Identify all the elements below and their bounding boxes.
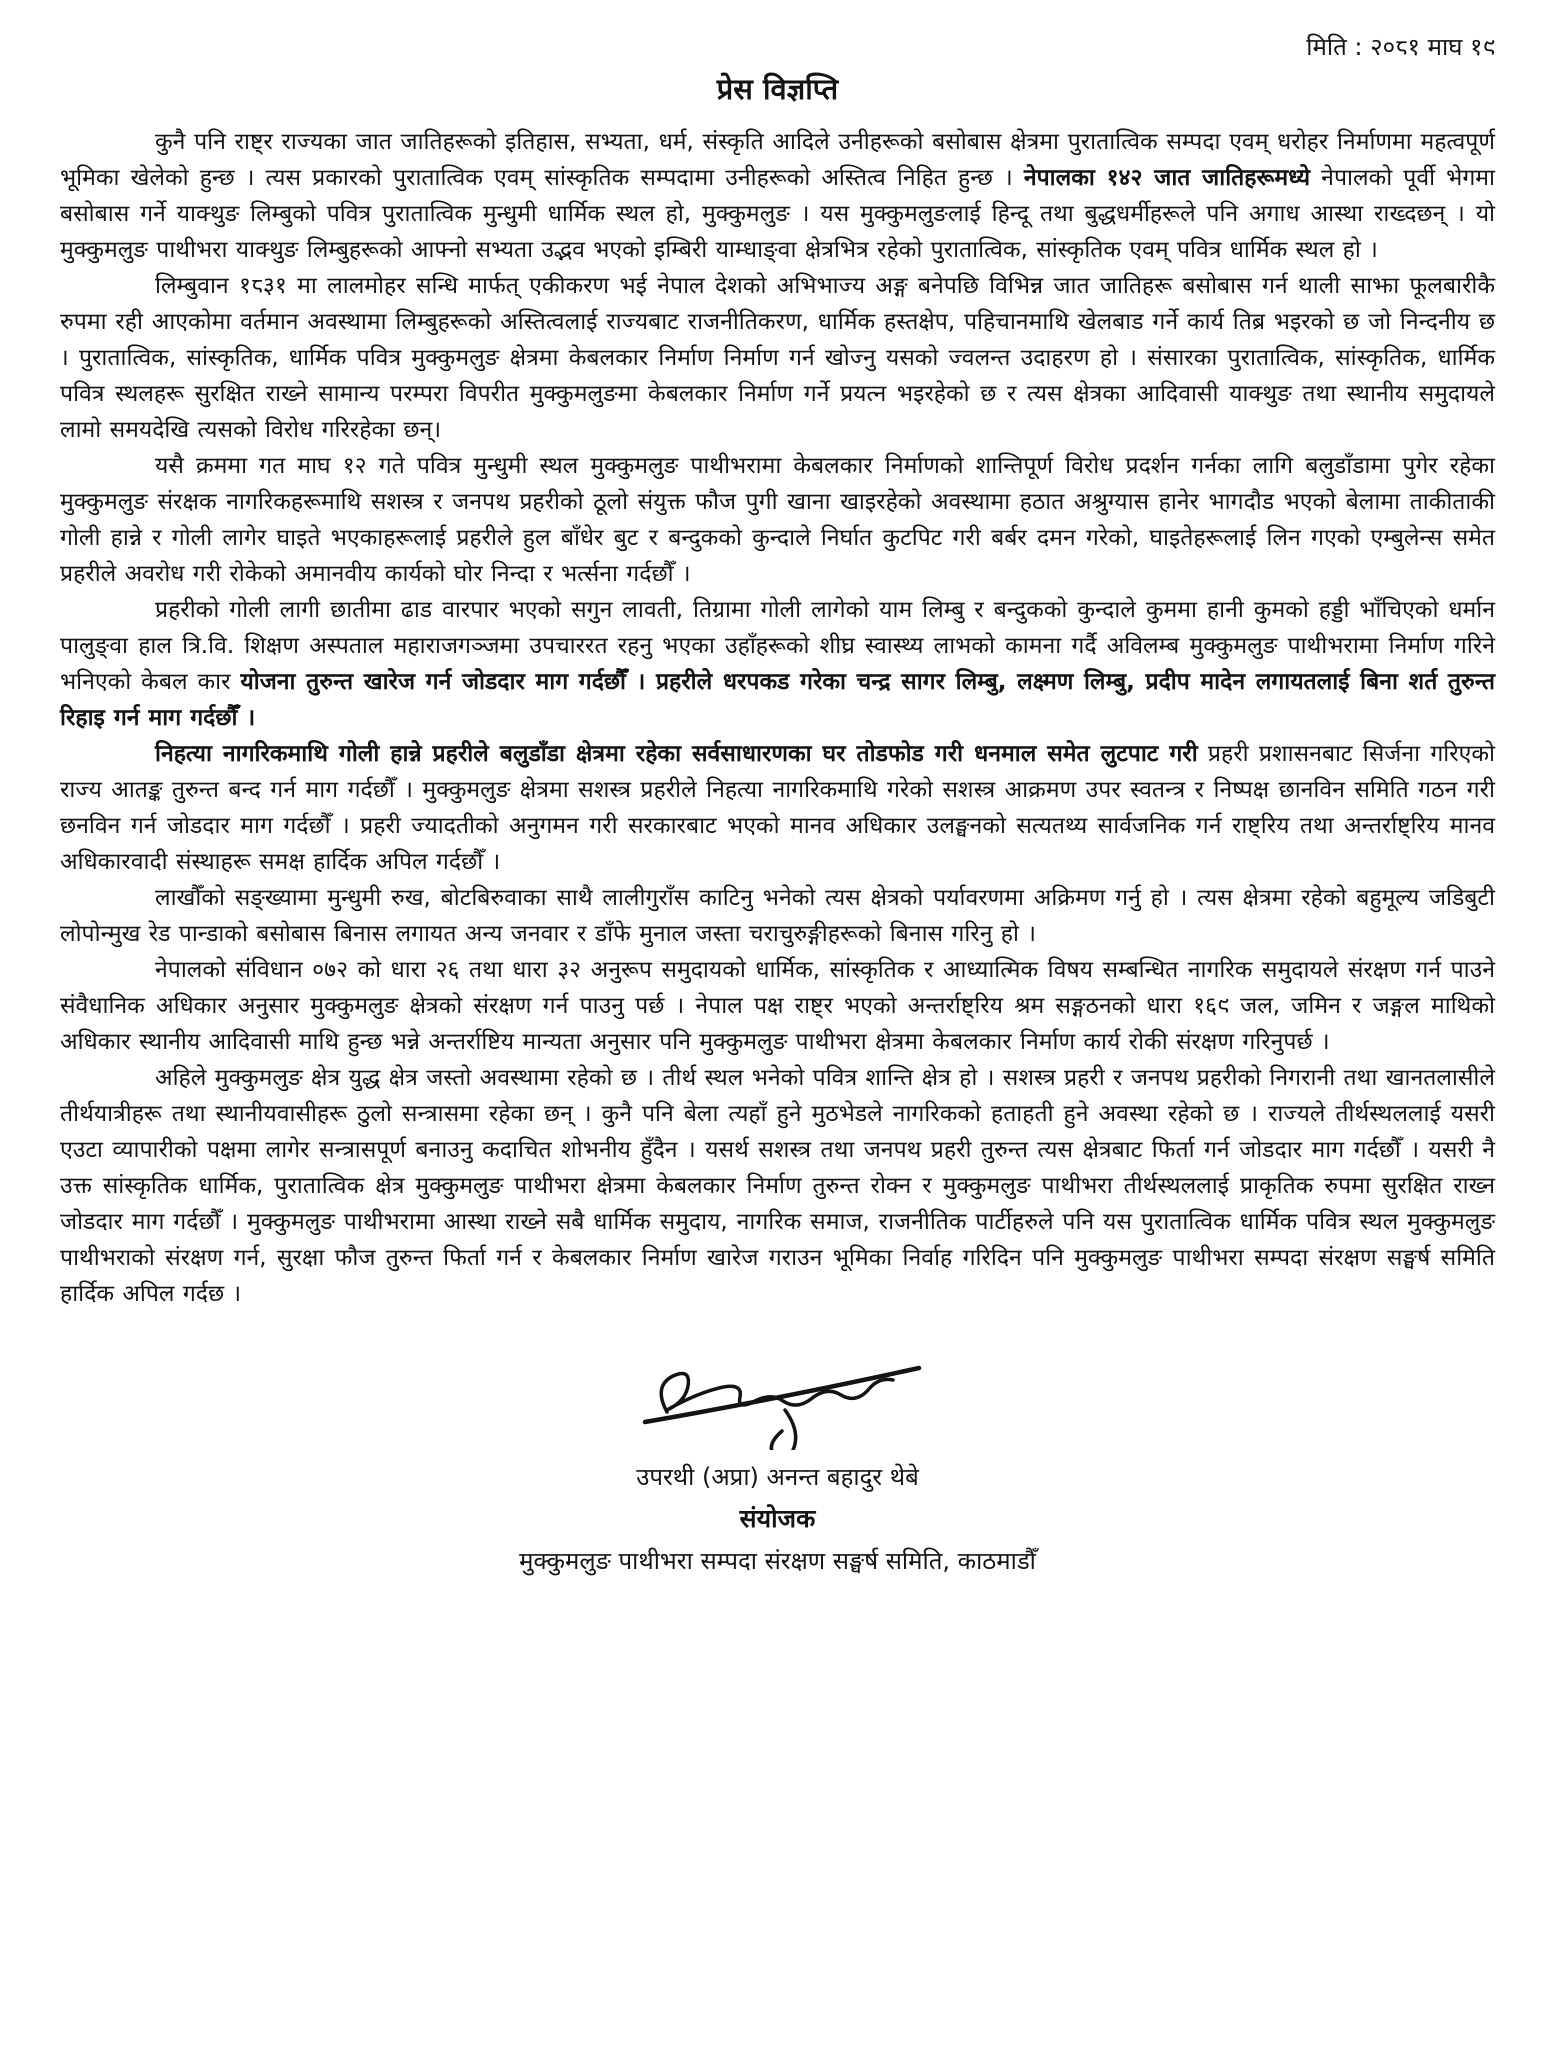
paragraph-segment: लिम्बुवान १८३१ मा लालमोहर सन्धि मार्फत् एकीकरण भई नेपाल देशको अभिभाज्य अङ्ग बनेपछि विभिन्न जात जातिहरू बसोबास गर्न थाली साझा फूलबारीकै रुपमा रही आएकोमा वर्तमान अवस्थामा लिम्बुहरूको अस्तित्वलाई राज्यबाट राजनीतिकरण, धार्मिक हस्तक्षेप, पहिचानमाथि खेलबाड गर्ने कार्य तिब्र भइरको छ जो निन्दनीय छ । पुरातात्विक, सांस्कृतिक, धार्मिक पवित्र मुक्कुमलुङ क्षेत्रमा केबलकार निर्माण निर्माण गर्न खोज्नु यसको ज्वलन्त उदाहरण हो । संसारका पुरातात्विक, सांस्कृतिक, धार्मिक पवित्र स्थलहरू सुरक्षित राख्ने सामान्य परम्परा विपरीत मुक्कुमलुङमा केबलकार निर्माण गर्ने प्रयत्न भइरहेको छ र त्यस क्षेत्रका आदिवासी याक्थुङ तथा स्थानीय समुदायले लामो समयदेखि त्यसको विरोध गरिरहेका छन्। [60, 273, 1495, 443]
paragraph [60, 124, 1495, 268]
paragraph [60, 880, 1495, 952]
signatory-name: उपरथी (अप्रा) अनन्त बहादुर थेबे [636, 1463, 919, 1491]
date-line: मिति : २०८१ माघ १९ [1306, 33, 1495, 61]
paragraph-segment: यसै क्रममा गत माघ १२ गते पवित्र मुन्धुमी स्थल मुक्कुमलुङ पाथीभरामा केबलकार निर्माणको शान्तिपूर्ण विरोध प्रदर्शन गर्नका लागि बलुडाँडामा पुगेर रहेका मुक्कुमलुङ संरक्षक नागरिकहरूमाथि सशस्त्र र जनपथ प्रहरीको ठूलो संयुक्त फौज पुगी खाना खाइरहेको अवस्थामा हठात अश्रुग्यास हानेर भागदौड भएको बेलामा ताकीताकी गोली हान्ने र गोली लागेर घाइते भएकाहरूलाई प्रहरीले हुल बाँधेर बुट र बन्दुकको कुन्दाले निर्घात कुटपिट गरी बर्बर दमन गरेको, घाइतेहरूलाई लिन गएको एम्बुलेन्स समेत प्रहरीले अवरोध गरी रोकेको अमानवीय कार्यको घोर निन्दा र भर्त्सना गर्दछौँ । [60, 453, 1495, 587]
page-title: प्रेस विज्ञप्ति [716, 72, 839, 106]
paragraph-bold-segment: नेपालका १४२ जात जातिहरूमध्ये [1023, 165, 1311, 191]
paragraph-bold-segment: योजना तुरुन्त खारेज गर्न जोडदार माग गर्दछौँ । प्रहरीले धरपकड गरेका चन्द्र सागर लिम्बु, लक्ष्मण लिम्बु, प्रदीप मादेन लगायतलाई बिना शर्त तुरुन्त रिहाइ गर्न माग गर्दछौँ । [60, 669, 1495, 731]
signatory-organization: मुक्कुमलुङ पाथीभरा सम्पदा संरक्षण सङ्घर्ष समिति, काठमाडौँ [519, 1547, 1036, 1575]
paragraph-segment: प्रहरी प्रशासनबाट सिर्जना गरिएको राज्य आतङ्क तुरुन्त बन्द गर्न माग गर्दछौँ । मुक्कुमलुङ क्षेत्रमा सशस्त्र प्रहरीले निहत्या नागरिकमाथि गरेको सशस्त्र आक्रमण उपर स्वतन्त्र र निष्पक्ष छानविन समिति गठन गरी छनविन गर्न जोडदार माग गर्दछौँ । प्रहरी ज्यादतीको अनुगमन गरी सरकारबाट भएको मानव अधिकार उलङ्घनको सत्यतथ्य सार्वजनिक गर्न राष्ट्रिय तथा अन्तर्राष्ट्रिय मानव अधिकारवादी संस्थाहरू समक्ष हार्दिक अपिल गर्दछौँ । [60, 741, 1495, 875]
paragraph-segment: प्रहरीको गोली लागी छातीमा ढाड वारपार भएको सगुन लावती, तिग्रामा गोली लागेको याम लिम्बु र बन्दुकको कुन्दाले कुममा हानी कुमको हड्डी भाँचिएको धर्मान पालुङ्वा हाल त्रि.वि. शिक्षण अस्पताल महाराजगञ्जमा उपचाररत रहनु भएका उहाँहरूको शीघ्र स्वास्थ्य लाभको कामना गर्दै अविलम्ब मुक्कुमलुङ पाथीभरामा निर्माण गरिने भनिएको केबल कार [60, 597, 1495, 695]
paragraph-segment: लाखौँको सङ्ख्यामा मुन्धुमी रुख, बोटबिरुवाका साथै लालीगुराँस काटिनु भनेको त्यस क्षेत्रको पर्यावरणमा अक्रिमण गर्नु हो । त्यस क्षेत्रमा रहेको बहुमूल्य जडिबुटी लोपोन्मुख रेड पान्डाको बसोबास बिनास लगायत अन्य जनवार र डाँफे मुनाल जस्ता चराचुरुङ्गीहरूको बिनास गरिनु हो । [60, 885, 1495, 947]
paragraph-bold-segment: निहत्या नागरिकमाथि गोली हान्ने प्रहरीले बलुडाँडा क्षेत्रमा रहेका सर्वसाधारणका घर तोडफोड गरी धनमाल समेत लुटपाट गरी [155, 741, 1198, 767]
handwritten-signature-icon [633, 1338, 933, 1454]
signatory-role: संयोजक [739, 1504, 816, 1533]
paragraph-segment: नेपालको पूर्वी भेगमा बसोबास गर्ने याक्थुङ लिम्बुको पवित्र पुरातात्विक मुन्धुमी धार्मिक स्थल हो, मुक्कुमलुङ । यस मुक्कुमलुङलाई हिन्दू तथा बुद्धधर्मीहरूले पनि अगाध आस्था राख्दछन् । यो मुक्कुमलुङ पाथीभरा याक्थुङ लिम्बुहरूको आफ्नो सभ्यता उद्भव भएको इम्बिरी याम्धाङ्वा क्षेत्रभित्र रहेको पुरातात्विक, सांस्कृतिक एवम् पवित्र धार्मिक स्थल हो । [60, 165, 1495, 263]
paragraph [60, 592, 1495, 736]
paragraph-segment: अहिले मुक्कुमलुङ क्षेत्र युद्ध क्षेत्र जस्तो अवस्थामा रहेको छ । तीर्थ स्थल भनेको पवित्र शान्ति क्षेत्र हो । सशस्त्र प्रहरी र जनपथ प्रहरीको निगरानी तथा खानतलासीले तीर्थयात्रीहरू तथा स्थानीयवासीहरू ठुलो सन्त्रासमा रहेका छन् । कुनै पनि बेला त्यहाँ हुने मुठभेडले नागरिकको हताहती हुने अवस्था रहेको छ । राज्यले तीर्थस्थललाई यसरी एउटा व्यापारीको पक्षमा लागेर सन्त्रासपूर्ण बनाउनु कदाचित शोभनीय हुँदैन । यसर्थ सशस्त्र तथा जनपथ प्रहरी तुरुन्त त्यस क्षेत्रबाट फिर्ता गर्न जोडदार माग गर्दछौँ । यसरी नै उक्त सांस्कृतिक धार्मिक, पुरातात्विक क्षेत्र मुक्कुमलुङ पाथीभरा क्षेत्रमा केबलकार निर्माण तुरुन्त रोक्न र मुक्कुमलुङ पाथीभरा तीर्थस्थललाई प्राकृतिक रुपमा सुरक्षित राख्न जोडदार माग गर्दछौँ । मुक्कुमलुङ पाथीभरामा आस्था राख्ने सबै धार्मिक समुदाय, नागरिक समाज, राजनीतिक पार्टीहरुले पनि यस पुरातात्विक धार्मिक पवित्र स्थल मुक्कुमलुङ पाथीभराको संरक्षण गर्न, सुरक्षा फौज तुरुन्त फिर्ता गर्न र केबलकार निर्माण खारेज गराउन भूमिका निर्वाह गरिदिन पनि मुक्कुमलुङ पाथीभरा सम्पदा संरक्षण सङ्घर्ष समिति हार्दिक अपिल गर्दछ । [60, 1065, 1495, 1307]
paragraph-segment: नेपालको संविधान ०७२ को धारा २६ तथा धारा ३२ अनुरूप समुदायको धार्मिक, सांस्कृतिक र आध्यात्मिक विषय सम्बन्धित नागरिक समुदायले संरक्षण गर्न पाउने संवैधानिक अधिकार अनुसार मुक्कुमलुङ क्षेत्रको संरक्षण गर्न पाउनु पर्छ । नेपाल पक्ष राष्ट्र भएको अन्तर्राष्ट्रिय श्रम सङ्गठनको धारा १६९ जल, जमिन र जङ्गल माथिको अधिकार स्थानीय आदिवासी माथि हुन्छ भन्ने अन्तर्राष्टिय मान्यता अनुसार पनि मुक्कुमलुङ पाथीभरा क्षेत्रमा केबलकार निर्माण कार्य रोकी संरक्षण गरिनुपर्छ । [60, 957, 1495, 1055]
paragraph [60, 268, 1495, 448]
document-body [60, 124, 1495, 1312]
paragraph [60, 736, 1495, 880]
paragraph [60, 448, 1495, 592]
paragraph [60, 1060, 1495, 1312]
paragraph-segment: कुनै पनि राष्ट्र राज्यका जात जातिहरूको इतिहास, सभ्यता, धर्म, संस्कृति आदिले उनीहरूको बसोबास क्षेत्रमा पुरातात्विक सम्पदा एवम् धरोहर निर्माणमा महत्वपूर्ण भूमिका खेलेको हुन्छ । त्यस प्रकारको पुरातात्विक एवम् सांस्कृतिक सम्पदामा उनीहरूको अस्तित्व निहित हुन्छ । [60, 129, 1495, 191]
paragraph [60, 952, 1495, 1060]
signature-block [60, 1338, 1495, 1576]
